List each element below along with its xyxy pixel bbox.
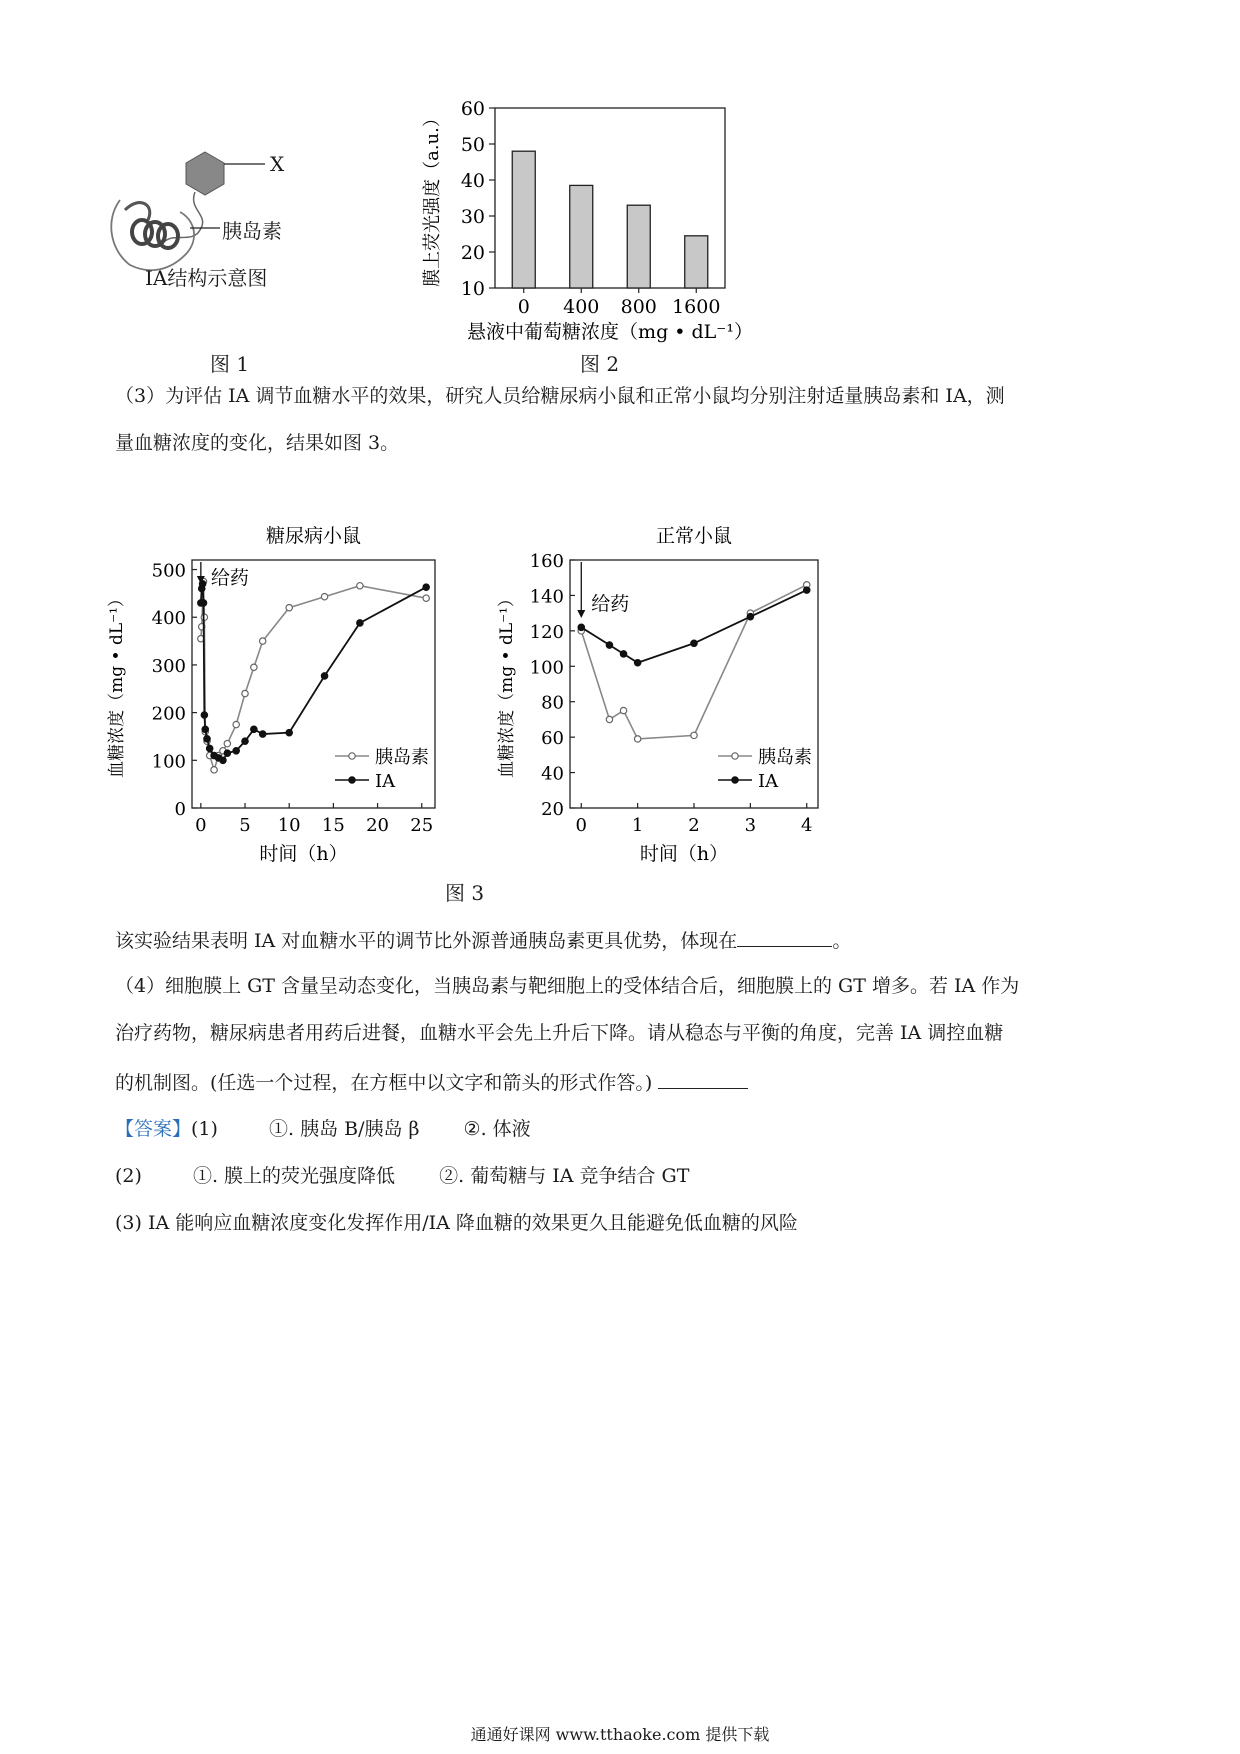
figure1-caption: IA结构示意图: [145, 266, 268, 290]
data-point: [242, 690, 248, 696]
data-point: [804, 587, 810, 593]
plot-frame: [192, 560, 435, 808]
bar: [570, 185, 593, 288]
data-point: [201, 712, 207, 718]
x-tick-label: 25: [410, 815, 434, 836]
y-axis-label: 血糖浓度（mg • dL⁻¹）: [497, 590, 517, 778]
legend-label: IA: [758, 771, 779, 792]
y-tick-label: 30: [460, 206, 485, 228]
x-axis-label: 时间（h）: [259, 843, 348, 865]
x-tick-label: 800: [620, 296, 657, 318]
answer-2-part-2: ②. 葡萄糖与 IA 竞争结合 GT: [439, 1165, 690, 1187]
x-tick-label: 15: [321, 815, 345, 836]
y-tick-label: 400: [151, 608, 186, 630]
data-point: [202, 726, 208, 732]
q3-answer-blank[interactable]: [737, 928, 832, 947]
data-point: [251, 726, 257, 732]
data-point: [233, 748, 239, 754]
data-point: [200, 600, 206, 606]
data-point: [606, 716, 612, 722]
answer-1-part-1: ①. 胰岛 B/胰岛 β: [268, 1118, 420, 1140]
answer-3: (3) IA 能响应血糖浓度变化发挥作用/IA 降血糖的效果更久且能避免低血糖的风险: [115, 1212, 798, 1234]
data-point: [220, 757, 226, 763]
y-tick-label: 0: [174, 799, 186, 820]
dosing-arrow-head: [577, 610, 585, 618]
x-tick-label: 1: [631, 815, 644, 836]
x-axis-label: 悬液中葡萄糖浓度（mg • dL⁻¹）: [467, 321, 753, 343]
y-tick-label: 40: [460, 170, 485, 192]
answer-2-part-1: ①. 膜上的荧光强度降低: [192, 1165, 396, 1187]
series-line: [201, 584, 426, 760]
series-line: [201, 581, 426, 769]
answer-2: [115, 1165, 689, 1187]
figure1-label: 图 1: [210, 352, 250, 376]
q4-answer-blank[interactable]: [658, 1070, 748, 1089]
y-tick-label: 100: [529, 657, 564, 679]
data-point: [620, 707, 626, 713]
y-tick-label: 80: [541, 692, 564, 714]
data-point: [578, 624, 584, 630]
y-tick-label: 50: [460, 134, 485, 156]
x-tick-label: 1600: [672, 296, 721, 318]
data-point: [423, 595, 429, 601]
x-tick-label: 0: [575, 815, 587, 836]
data-point: [634, 736, 640, 742]
y-tick-label: 200: [151, 703, 186, 725]
x-tick-label: 3: [744, 815, 757, 836]
dosing-arrow-label: 给药: [591, 593, 630, 615]
y-axis-label: 血糖浓度（mg • dL⁻¹）: [107, 590, 127, 778]
data-point: [747, 613, 753, 619]
y-tick-label: 140: [529, 586, 564, 608]
data-point: [357, 620, 363, 626]
data-point: [321, 673, 327, 679]
y-tick-label: 100: [151, 751, 186, 773]
bar: [685, 236, 708, 288]
figure1-label-x: X: [270, 152, 285, 176]
y-tick-label: 60: [460, 100, 485, 120]
data-point: [224, 740, 230, 746]
q4-line-3-text: 的机制图。(任选一个过程，在方框中以文字和箭头的形式作答。): [115, 1072, 653, 1094]
hexagon-x-icon: [186, 152, 224, 195]
y-tick-label: 20: [460, 242, 485, 264]
data-point: [242, 738, 248, 744]
figure1-label-insulin: 胰岛素: [222, 219, 282, 243]
q4-line-1: （4）细胞膜上 GT 含量呈动态变化，当胰岛素与靶细胞上的受体结合后，细胞膜上的 GT 增多。若 IA 作为: [115, 975, 1020, 997]
q3-result-line: [115, 928, 851, 952]
data-point: [211, 767, 217, 773]
q3-result-text: 该实验结果表明 IA 对血糖水平的调节比外源普通胰岛素更具优势，体现在: [115, 930, 738, 952]
figure2-label: 图 2: [580, 352, 620, 376]
data-point: [233, 721, 239, 727]
data-point: [224, 750, 230, 756]
figure2-bar-chart: [400, 100, 780, 360]
data-point: [691, 640, 697, 646]
figure3-diabetic-chart: [100, 520, 450, 865]
dosing-arrow-label: 给药: [210, 567, 249, 589]
data-point: [204, 736, 210, 742]
x-tick-label: 0: [195, 815, 207, 836]
x-axis-label: 时间（h）: [639, 843, 729, 865]
legend-label: IA: [375, 771, 396, 792]
x-tick-label: 4: [801, 815, 813, 836]
q3-result-end: 。: [832, 930, 852, 952]
y-tick-label: 160: [529, 551, 564, 572]
data-point: [286, 729, 292, 735]
figure3-label: 图 3: [445, 881, 485, 905]
y-axis-label: 膜上荧光强度（a.u.）: [422, 109, 443, 287]
y-tick-label: 10: [460, 278, 485, 300]
data-point: [691, 732, 697, 738]
q4-line-2: 治疗药物，糖尿病患者用药后进餐，血糖水平会先上升后下降。请从稳态与平衡的角度，完善 IA 调控血糖: [115, 1022, 1004, 1044]
x-tick-label: 5: [239, 815, 251, 836]
bar: [512, 151, 535, 288]
y-tick-label: 40: [541, 763, 564, 785]
answer-1-part-2: ②. 体液: [463, 1118, 531, 1140]
data-point: [259, 731, 265, 737]
x-tick-label: 400: [563, 296, 600, 318]
y-tick-label: 20: [541, 799, 564, 820]
legend-marker: [349, 753, 355, 759]
bar: [627, 205, 650, 288]
figure3-normal-chart: [490, 520, 850, 865]
data-point: [620, 651, 626, 657]
data-point: [206, 745, 212, 751]
answer-1: [115, 1118, 531, 1140]
legend-label: 胰岛素: [375, 747, 429, 768]
x-tick-label: 20: [366, 815, 390, 836]
data-point: [606, 642, 612, 648]
data-point: [286, 604, 292, 610]
y-tick-label: 120: [529, 621, 564, 643]
legend-marker: [732, 753, 738, 759]
answer-label: 【答案】: [115, 1118, 192, 1140]
y-tick-label: 60: [541, 728, 564, 750]
data-point: [357, 583, 363, 589]
legend-label: 胰岛素: [758, 747, 812, 768]
x-tick-label: 10: [277, 815, 301, 836]
page-footer: 通通好课网 www.tthaoke.com 提供下载: [470, 1725, 770, 1744]
legend-marker: [349, 777, 355, 783]
q3-line-2: 量血糖浓度的变化，结果如图 3。: [115, 432, 400, 454]
data-point: [321, 594, 327, 600]
x-tick-label: 0: [517, 296, 530, 318]
chart-title: 正常小鼠: [655, 525, 733, 547]
x-tick-label: 2: [688, 815, 700, 836]
y-tick-label: 300: [151, 655, 186, 677]
legend-marker: [732, 777, 738, 783]
y-tick-label: 500: [151, 560, 186, 582]
data-point: [251, 664, 257, 670]
q4-line-3: [115, 1070, 748, 1094]
chart-title: 糖尿病小鼠: [265, 525, 362, 547]
data-point: [634, 660, 640, 666]
answer-1-num: (1): [191, 1118, 218, 1140]
data-point: [423, 584, 429, 590]
data-point: [259, 638, 265, 644]
q3-line-1: （3）为评估 IA 调节血糖水平的效果，研究人员给糖尿病小鼠和正常小鼠均分别注射适量胰岛素和 IA，测: [115, 385, 1005, 407]
answer-2-num: (2): [115, 1165, 142, 1187]
